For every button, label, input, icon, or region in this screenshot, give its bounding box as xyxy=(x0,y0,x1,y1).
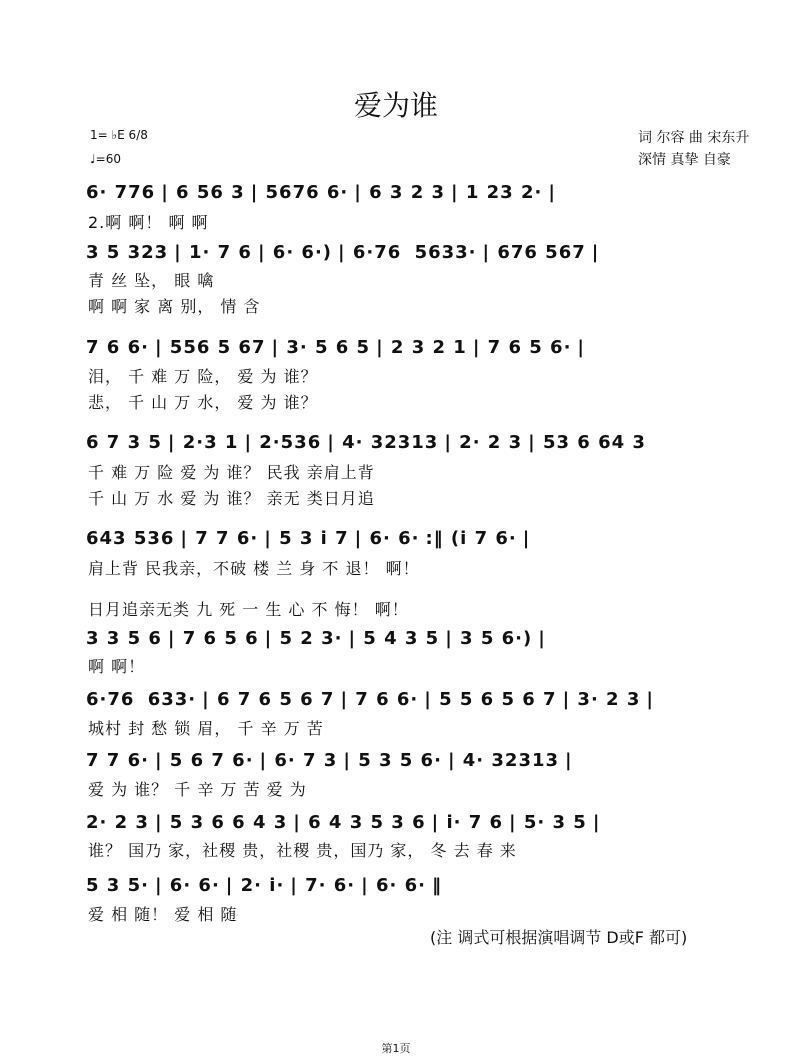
lyric-line: 日月追亲无类 九 死 一 生 心 不 悔！ 啊！ xyxy=(88,600,409,619)
lyric-line: 2.啊 啊！ 啊 啊 xyxy=(88,213,209,232)
page-number: 第1页 xyxy=(381,1042,411,1055)
measure: 4· 32313 xyxy=(342,432,439,453)
lyric-line: 爱 为 谁？ 千 辛 万 苦 爱 为 xyxy=(88,780,307,799)
measure: 7 6 5 6· xyxy=(487,337,572,358)
measure: 2·3 1 xyxy=(182,432,239,453)
measure: 6 56 3 xyxy=(176,182,245,203)
measure: 5· 3 5 xyxy=(523,812,587,833)
measure: 5 2 3· xyxy=(279,628,343,649)
measure: 6·76 xyxy=(86,689,135,710)
measure: 3· 5 6 5 xyxy=(286,337,371,358)
lyric-line: 千 山 万 水 爱 为 谁？ 亲无 类日月追 xyxy=(88,489,375,508)
measure: 676 567 xyxy=(497,242,586,263)
notation-row-5: 643 536 | 7 7 6· | 5 3 i 7 | 6· 6· :‖ (i 7 6· | xyxy=(86,528,531,549)
measure: 7· 6· xyxy=(305,875,356,896)
lyric-line: 谁？ 国乃 家，社稷 贵，社稷 贵，国乃 家， 冬 去 春 来 xyxy=(88,841,517,860)
lyric-line: 爱 相 随！ 爱 相 随 xyxy=(88,905,238,924)
measure: 6· 7 3 xyxy=(274,750,338,771)
measure: 4· 32313 xyxy=(462,750,560,771)
tempo-marking: ♩=60 xyxy=(90,152,121,166)
measure: 5633· xyxy=(414,242,477,263)
notation-row-1: 6· 776 | 6 56 3 | 5676 6· | 6 3 2 3 | 1 23 2· | xyxy=(86,182,556,203)
key-signature: 1= ♭E 6/8 xyxy=(90,128,148,142)
measure: 6 7 3 5 xyxy=(86,432,162,453)
lyric-line: 城村 封 愁 锁 眉， 千 辛 万 苦 xyxy=(88,719,324,738)
measure: (i 7 6· xyxy=(450,528,517,549)
measure: 3 5 323 xyxy=(86,242,169,263)
notation-row-7: 6·76 633· | 6 7 6 5 6 7 | 7 6 6· | 5 5 6 5 6 7 | 3· 2 3 | xyxy=(86,689,654,710)
measure: 6· 6· xyxy=(369,528,420,549)
measure: 5 4 3 5 xyxy=(363,628,440,649)
notation-row-9: 2· 2 3 | 5 3 6 6 4 3 | 6 4 3 5 3 6 | i· 7 6 | 5· 3 5 | xyxy=(86,812,601,833)
measure: 7 6 5 6 xyxy=(182,628,259,649)
notation-row-6: 3 3 5 6 | 7 6 5 6 | 5 2 3· | 5 4 3 5 | 3 5 6·) | xyxy=(86,628,546,649)
measure: 5 3 5· xyxy=(86,875,149,896)
measure: 5 3 5 6· xyxy=(358,750,442,771)
song-title: 爱为谁 xyxy=(353,89,438,122)
measure: 3 3 5 6 xyxy=(86,628,162,649)
footnote: (注 调式可根据演唱调节 D或F 都可) xyxy=(430,928,688,947)
measure: 5 6 7 6· xyxy=(169,750,254,771)
measure: 5 5 6 5 6 7 xyxy=(439,689,557,710)
measure: 6 4 3 5 3 6 xyxy=(308,812,426,833)
measure: 3· 2 3 xyxy=(577,689,641,710)
measure: 5676 6· xyxy=(265,182,349,203)
measure: 2· 2 3 xyxy=(459,432,523,453)
lyric-line: 泪， 千 难 万 险， 爱 为 谁？ xyxy=(88,367,318,386)
measure: 53 6 64 3 xyxy=(542,432,646,453)
notation-row-4: 6 7 3 5 | 2·3 1 | 2·536 | 4· 32313 | 2· 2 3 | 53 6 64 3 xyxy=(86,432,646,453)
notation-row-10: 5 3 5· | 6· 6· | 2· i· | 7· 6· | 6· 6· ‖ xyxy=(86,875,442,896)
measure: 6·76 xyxy=(352,242,402,263)
lyric-line: 啊 啊！ xyxy=(88,657,146,676)
measure: 5 3 6 6 4 3 xyxy=(169,812,288,833)
measure: 6· 6· xyxy=(375,875,426,896)
measure: 633· xyxy=(147,689,197,710)
measure: 3 5 6·) xyxy=(460,628,533,649)
notation-row-2: 3 5 323 | 1· 7 6 | 6· 6·) | 6·76 5633· | 676 567 | xyxy=(86,242,600,263)
measure: 643 536 xyxy=(86,528,175,549)
credits-expression: 深情 真挚 自豪 xyxy=(638,152,731,168)
notation-row-3: 7 6 6· | 556 5 67 | 3· 5 6 5 | 2 3 2 1 | 7 6 5 6· | xyxy=(86,337,585,358)
lyric-line: 千 难 万 险 爱 为 谁？ 民我 亲肩上背 xyxy=(88,463,375,482)
lyric-line: 青 丝 坠， 眼 噙 xyxy=(88,271,215,290)
measure: 2 3 2 1 xyxy=(390,337,467,358)
measure: 6 3 2 3 xyxy=(369,182,446,203)
measure: i· 7 6 xyxy=(446,812,504,833)
measure: 556 5 67 xyxy=(169,337,266,358)
lyric-line: 啊 啊 家 离 别， 情 含 xyxy=(88,297,261,316)
measure: 6· 6· xyxy=(169,875,220,896)
measure: 7 6 6· xyxy=(86,337,149,358)
measure: 5 3 i 7 xyxy=(279,528,349,549)
lyric-line: 悲， 千 山 万 水， 爱 为 谁？ xyxy=(88,393,318,412)
notation-row-8: 7 7 6· | 5 6 7 6· | 6· 7 3 | 5 3 5 6· | 4· 32313 | xyxy=(86,750,573,771)
measure: 7 7 6· xyxy=(195,528,259,549)
measure: 2· 2 3 xyxy=(86,812,149,833)
measure: 2· i· xyxy=(240,875,285,896)
measure: 6· 6·) xyxy=(272,242,333,263)
measure: 2·536 xyxy=(259,432,322,453)
measure: 7 6 6· xyxy=(355,689,419,710)
measure: 1· 7 6 xyxy=(189,242,252,263)
credits-lyricist-composer: 词 尔容 曲 宋东升 xyxy=(638,130,750,146)
measure: 1 23 2· xyxy=(465,182,543,203)
measure: 6· 776 xyxy=(86,182,156,203)
lyric-line: 肩上背 民我亲，不破 楼 兰 身 不 退！ 啊！ xyxy=(88,559,420,578)
measure: 6 7 6 5 6 7 xyxy=(216,689,335,710)
measure: 7 7 6· xyxy=(86,750,149,771)
